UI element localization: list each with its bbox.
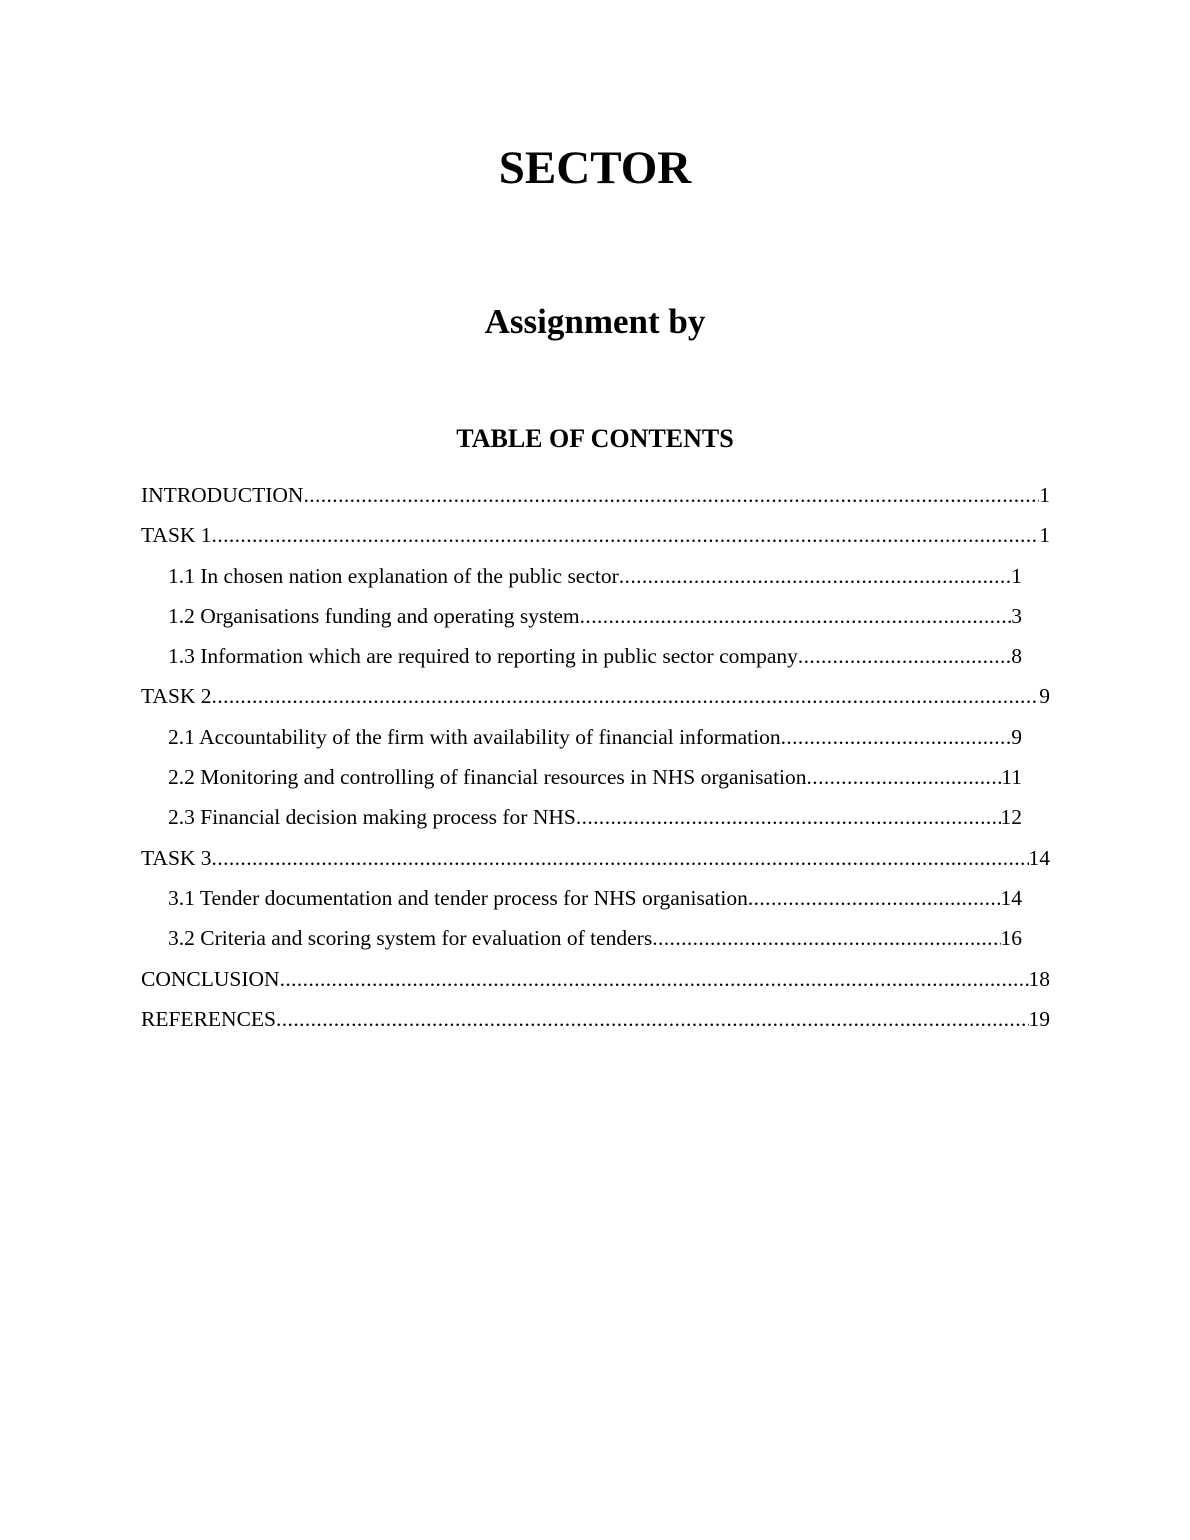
toc-entry-task-2[interactable] — [141, 679, 1050, 719]
toc-dot-leader — [212, 679, 1040, 713]
toc-entry-text: 1.3 Information which are required to reporting in public sector company — [168, 644, 798, 669]
toc-dot-leader — [280, 962, 1029, 996]
toc-entry-conclusion[interactable] — [141, 962, 1050, 1002]
document-title: SECTOR — [498, 142, 692, 194]
toc-page-number: 1 — [1011, 563, 1022, 588]
toc-entry-text: 3.1 Tender documentation and tender process for NHS organisation — [168, 885, 748, 910]
toc-dot-leader — [798, 639, 1011, 673]
toc-entry-1-1[interactable] — [168, 559, 1022, 599]
toc-entry-2-2[interactable] — [168, 760, 1022, 800]
toc-page-number: 11 — [1001, 765, 1022, 790]
toc-entry-text: 1.2 Organisations funding and operating system — [168, 603, 580, 628]
document-subtitle: Assignment by — [484, 302, 706, 341]
toc-entry-introduction[interactable] — [141, 478, 1050, 518]
toc-dot-leader — [303, 478, 1039, 512]
toc-heading: TABLE OF CONTENTS — [456, 424, 734, 453]
toc-dot-leader — [580, 599, 1012, 633]
toc-entry-3-2[interactable] — [168, 921, 1022, 961]
toc-entry-1-2[interactable] — [168, 599, 1022, 639]
toc-page-number: 3 — [1011, 603, 1022, 628]
toc-entry-text: 2.3 Financial decision making process for NHS — [168, 805, 576, 830]
toc-entry-text: 1.1 In chosen nation explanation of the public sector — [168, 563, 619, 588]
toc-page-number: 1 — [1039, 483, 1050, 507]
toc-dot-leader — [652, 921, 1000, 955]
toc-dot-leader — [748, 881, 1001, 915]
toc-dot-leader — [619, 559, 1011, 593]
toc-dot-leader — [212, 841, 1029, 875]
toc-entry-2-1[interactable] — [168, 720, 1022, 760]
toc-entry-text: CONCLUSION — [141, 966, 280, 991]
toc-dot-leader — [212, 518, 1040, 552]
toc-entry-references[interactable] — [141, 1002, 1050, 1042]
toc-page-number: 8 — [1011, 644, 1022, 669]
toc-entry-3-1[interactable] — [168, 881, 1022, 921]
toc-page-number: 14 — [1028, 845, 1050, 870]
toc-page-number: 14 — [1000, 885, 1022, 910]
toc-dot-leader — [576, 800, 1001, 834]
toc-entry-text: 3.2 Criteria and scoring system for evaluation of tenders — [168, 926, 653, 951]
toc-page-number: 18 — [1028, 966, 1050, 991]
toc-entry-2-3[interactable] — [168, 800, 1022, 840]
toc-entry-text: 2.1 Accountability of the firm with availability of financial information — [168, 724, 781, 749]
toc-entry-text: TASK 3 — [141, 845, 212, 870]
toc-page-number: 1 — [1039, 523, 1050, 548]
toc-entry-text: TASK 1 — [141, 523, 212, 548]
toc-page-number: 12 — [1000, 805, 1022, 830]
toc-page-number: 9 — [1039, 684, 1050, 709]
toc-entry-text: REFERENCES — [141, 1006, 276, 1031]
toc-page-number: 16 — [1000, 926, 1022, 951]
toc-entry-text: TASK 2 — [141, 684, 212, 709]
toc-entry-task-1[interactable] — [141, 518, 1050, 558]
toc-page-number: 19 — [1028, 1006, 1050, 1031]
toc-entry-task-3[interactable] — [141, 841, 1050, 881]
toc-entry-text: INTRODUCTION — [141, 483, 304, 507]
toc-entry-1-3[interactable] — [168, 639, 1022, 679]
toc-dot-leader — [276, 1002, 1029, 1036]
toc-dot-leader — [807, 760, 1002, 794]
toc-page-number: 9 — [1011, 724, 1022, 749]
toc-dot-leader — [781, 720, 1012, 754]
toc-entry-text: 2.2 Monitoring and controlling of financial resources in NHS organisation — [168, 765, 807, 790]
table-of-contents — [0, 478, 1190, 1042]
